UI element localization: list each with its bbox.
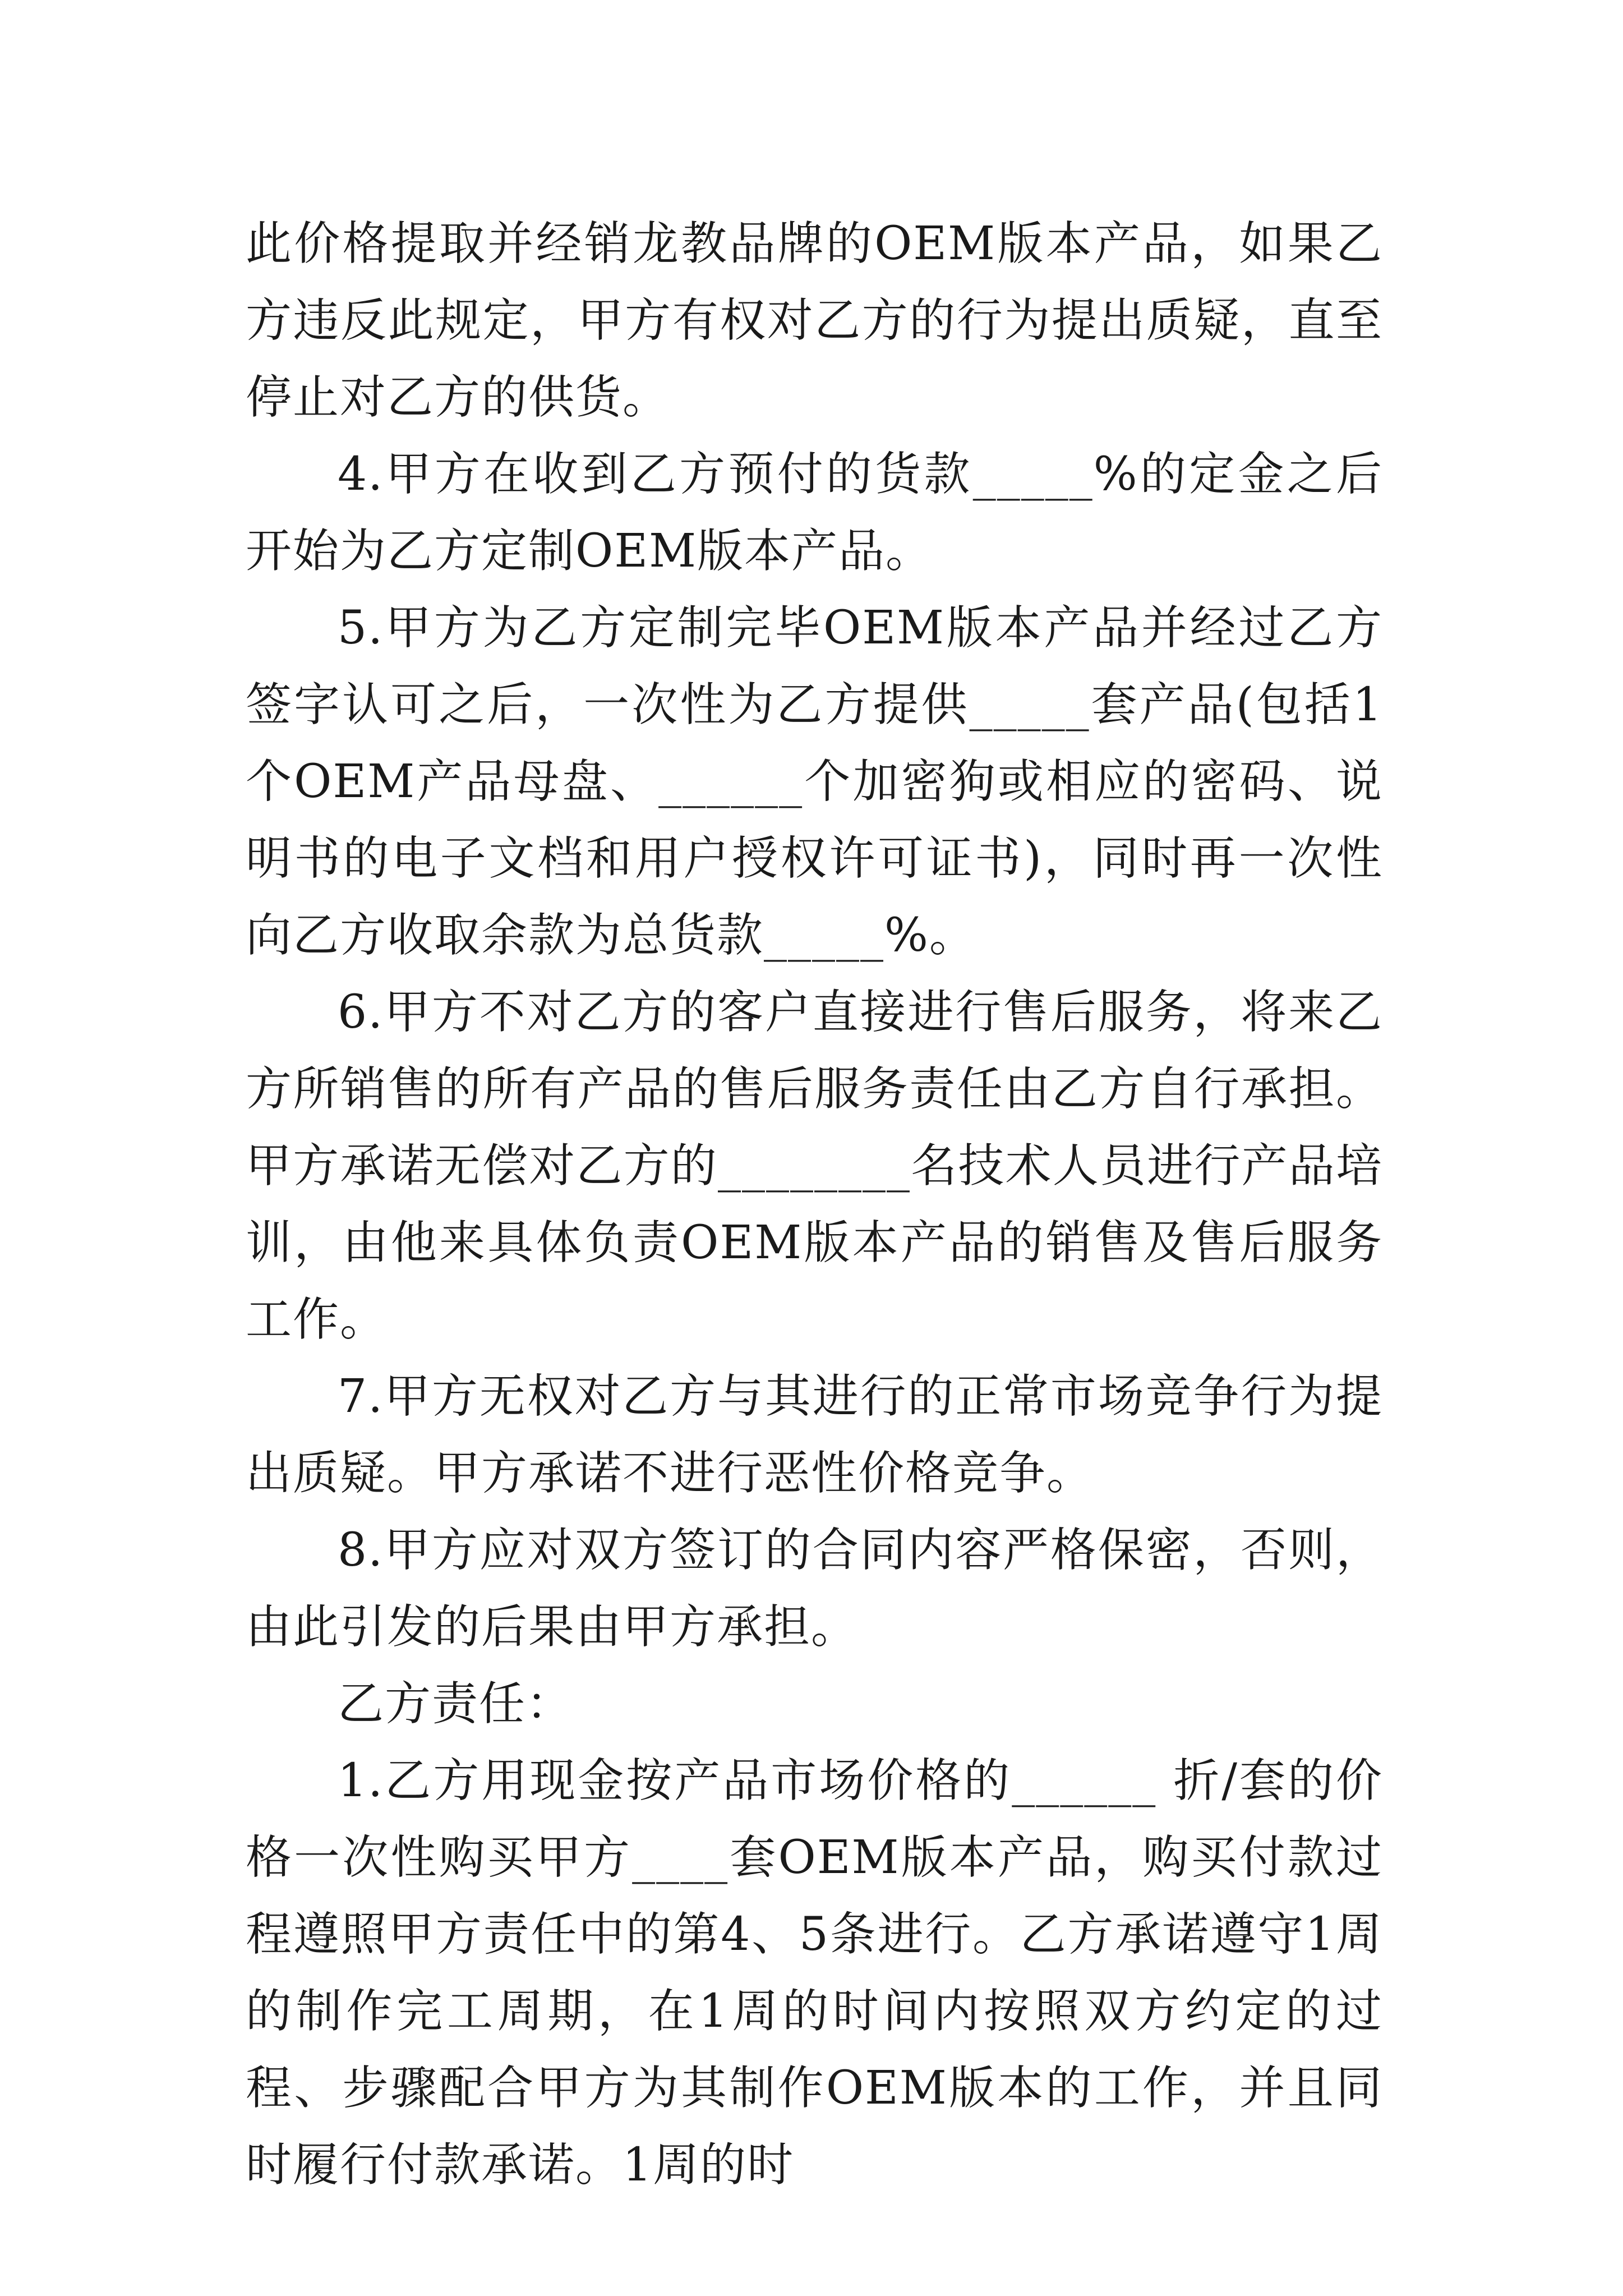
paragraph-clause-4: 4.甲方在收到乙方预付的货款_____%的定金之后开始为乙方定制OEM版本产品。 bbox=[246, 448, 1383, 578]
paragraph-continuation: 此价格提取并经销龙教品牌的OEM版本产品，如果乙方违反此规定，甲方有权对乙方的行为提出质疑，直至停止对乙方的供货。 bbox=[246, 217, 1383, 424]
paragraph-party-b-clause-1: 1.乙方用现金按产品市场价格的______ 折/套的价格一次性购买甲方____套OEM版本产品，购买付款过程遵照甲方责任中的第4、5条进行。乙方承诺遵守1周的制作完工周期，在1周的时间内按照双方约定的过程、步骤配合甲方为其制作OEM版本的工作，并且同时履行付款承诺。1周的时 bbox=[246, 1754, 1383, 2192]
paragraph-clause-5: 5.甲方为乙方定制完毕OEM版本产品并经过乙方签字认可之后，一次性为乙方提供_____套产品(包括1个OEM产品母盘、______个加密狗或相应的密码、说明书的电子文档和用户授权许可证书)，同时再一次性向乙方收取余款为总货款_____%。 bbox=[246, 601, 1383, 962]
paragraph-clause-6: 6.甲方不对乙方的客户直接进行售后服务，将来乙方所销售的所有产品的售后服务责任由乙方自行承担。甲方承诺无偿对乙方的________名技术人员进行产品培训，由他来具体负责OEM版本产品的销售及售后服务工作。 bbox=[246, 986, 1383, 1346]
section-heading-party-b: 乙方责任： bbox=[338, 1677, 574, 1731]
paragraph-clause-8: 8.甲方应对双方签订的合同内容严格保密，否则，由此引发的后果由甲方承担。 bbox=[246, 1524, 1383, 1654]
paragraph-clause-7: 7.甲方无权对乙方与其进行的正常市场竞争行为提出质疑。甲方承诺不进行恶性价格竞争。 bbox=[246, 1370, 1383, 1500]
document-body bbox=[246, 205, 1383, 2203]
